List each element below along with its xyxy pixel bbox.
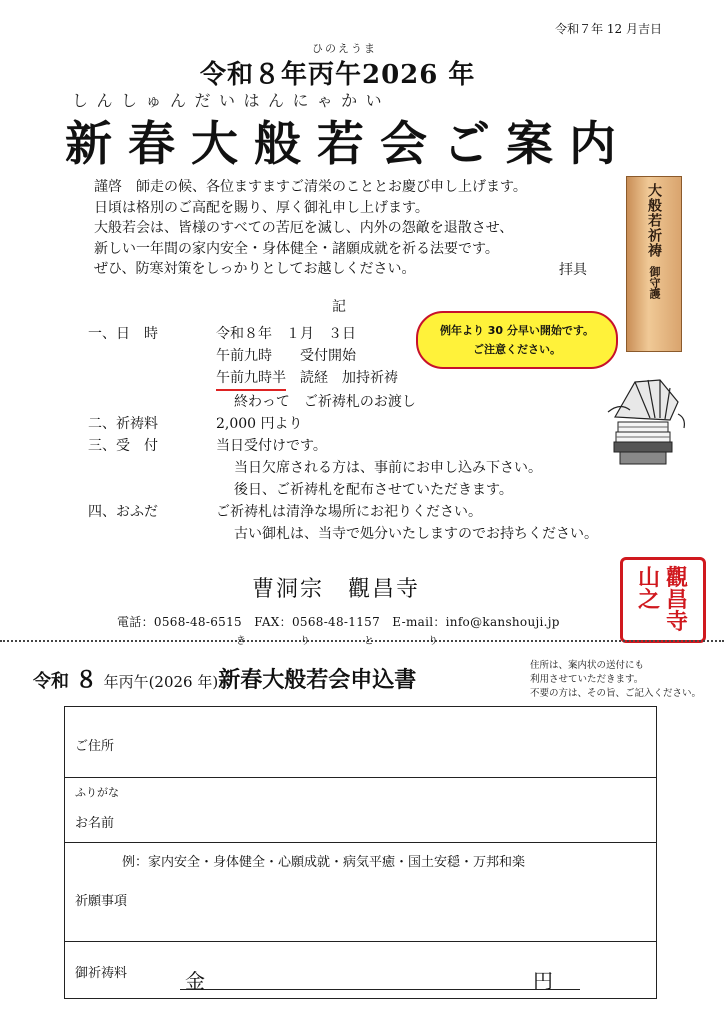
- end-text: 終わって ご祈祷札のお渡し: [234, 394, 416, 410]
- name-label: お名前: [75, 816, 115, 831]
- seal-stamp-icon: 觀 昌 寺: [666, 565, 689, 635]
- spacer: [88, 367, 216, 391]
- temple-seal: [620, 557, 706, 643]
- reception-time: 午前九時 受付開始: [216, 348, 356, 364]
- notice-line: 住所は、案内状の送付にも: [530, 660, 645, 671]
- reception-note-row-1: [88, 457, 598, 479]
- fee-row: [88, 413, 598, 435]
- address-row[interactable]: [65, 707, 656, 778]
- application-form: [64, 706, 657, 999]
- sutra-time-row: [88, 367, 598, 391]
- callout-line-2: ご注意ください。: [473, 343, 561, 356]
- amulet-image: [626, 176, 682, 352]
- fee-field-label: 御祈祷料: [75, 966, 128, 981]
- ofuda-note: 古い御札は、当寺で処分いたしますのでお持ちください。: [234, 526, 598, 542]
- reception-row: [88, 435, 598, 457]
- kin-label: 金: [185, 969, 205, 993]
- seal-stamp-icon: 山 之: [637, 565, 660, 613]
- end-row: [88, 391, 598, 413]
- ofuda-label: 四、おふだ: [88, 504, 158, 520]
- wish-example: 例：家内安全・身体健全・心願成就・病気平癒・国土安穏・万邦和楽: [122, 855, 526, 870]
- wish-row[interactable]: [65, 843, 656, 942]
- fee-value: 2,000 円より: [216, 416, 303, 432]
- temple-contact: 電話：0568-48-6515 FAX：0568-48-1157 E-mail：info@kanshouji.jp: [117, 615, 560, 629]
- reception-note-2: 後日、ご祈祷札を配布させていただきます。: [234, 482, 513, 498]
- notice-line: 利用させていただきます。: [530, 674, 644, 685]
- page-title: 新春大般若会ご案内: [65, 117, 632, 172]
- datetime-label: 一、日 時: [88, 326, 158, 342]
- form-title-num: ８: [75, 667, 98, 693]
- salutation: 拝具: [559, 262, 587, 278]
- reception-note-row-2: [88, 479, 598, 501]
- greeting-line: 大般若会は、皆様のすべての苦厄を滅し、内外の怨敵を退散させ、: [94, 220, 514, 236]
- sutra-fan-icon: [608, 380, 684, 428]
- wish-label: 祈願事項: [75, 894, 128, 909]
- subtitle-ruby: ひのえうま: [312, 42, 377, 55]
- greeting-line: ぜひ、防寒対策をしっかりとしてお越しください。: [94, 261, 416, 277]
- ki-heading: 記: [332, 299, 346, 315]
- spacer: [88, 457, 216, 479]
- form-title-mid: 年丙午(2026 年): [103, 673, 219, 691]
- issue-date: 令和７年 12 月吉日: [555, 22, 662, 36]
- fee-label: 二、祈祷料: [88, 416, 158, 432]
- spacer: [88, 391, 216, 413]
- early-start-callout: [416, 311, 618, 369]
- sutra-time: 午前九時半: [216, 367, 286, 391]
- form-title-main: 新春大般若会申込書: [218, 667, 417, 693]
- amulet-bottom-text: 御守護: [648, 266, 661, 299]
- name-row[interactable]: [65, 778, 656, 843]
- address-notice: [530, 659, 701, 701]
- furigana-label: ふりがな: [75, 786, 119, 799]
- sutra-desc: 読経 加持祈祷: [300, 370, 398, 386]
- greeting-line: 謹啓 師走の候、各位ますますご清栄のこととお慶び申し上げます。: [94, 179, 527, 195]
- ofuda-note-row: [88, 523, 598, 545]
- amount-input-line[interactable]: [180, 989, 580, 990]
- spacer: [88, 523, 216, 545]
- en-label: 円: [533, 969, 553, 993]
- spacer: [88, 345, 216, 367]
- kiritori-char: り: [300, 636, 310, 647]
- temple-name: 曹洞宗 觀昌寺: [252, 577, 421, 602]
- callout-line-1: 例年より 30 分早い開始です。: [439, 324, 595, 337]
- title-ruby: しんしゅんだいはんにゃかい: [72, 91, 391, 110]
- reception-label: 三、受 付: [88, 438, 158, 454]
- sutra-books-icon: [614, 422, 672, 464]
- form-title-pre: 令和: [33, 671, 69, 692]
- kiritori-char: と: [364, 636, 374, 647]
- amulet-top-text: 大般若祈祷: [646, 183, 662, 258]
- spacer: [88, 479, 216, 501]
- reception-value: 当日受付けです。: [216, 438, 327, 454]
- seal-characters: [638, 567, 688, 633]
- address-label: ご住所: [75, 739, 115, 754]
- ofuda-row: [88, 501, 598, 523]
- reception-note-1: 当日欠席される方は、事前にお申し込み下さい。: [234, 460, 542, 476]
- notice-line: 不要の方は、その旨、ご記入ください。: [530, 688, 702, 699]
- subtitle: 令和８年丙午2026 年: [200, 60, 476, 90]
- sutra-scroll-illustration: [600, 372, 690, 472]
- kiritori-label: [236, 632, 492, 647]
- datetime-date: 令和８年 １月 ３日: [216, 326, 356, 342]
- kiritori-char: り: [428, 636, 438, 647]
- greeting-line: 日頃は格別のご高配を賜り、厚く御礼申し上げます。: [94, 199, 429, 216]
- form-title: [33, 663, 416, 694]
- kiritori-char: き: [236, 636, 246, 647]
- ofuda-value: ご祈祷札は清浄な場所にお祀りください。: [216, 504, 482, 520]
- greeting-text: [94, 177, 527, 280]
- greeting-line: 新しい一年間の家内安全・身体健全・諸願成就を祈る法要です。: [94, 240, 499, 257]
